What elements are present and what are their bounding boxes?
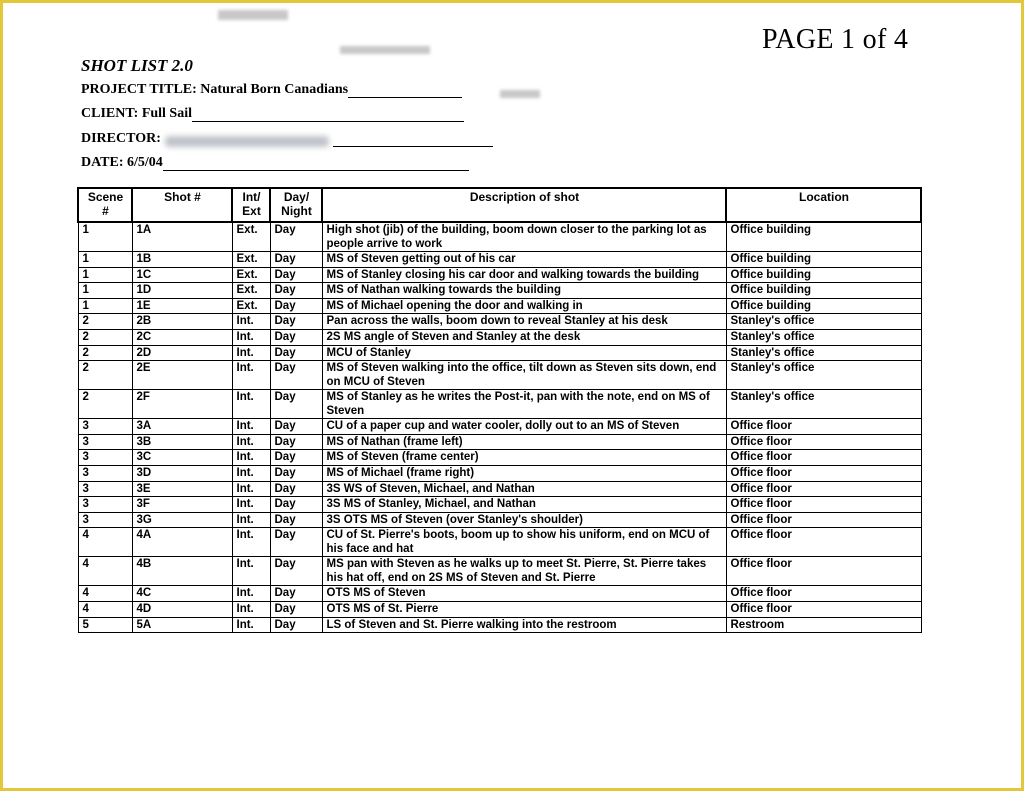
cell-description: High shot (jib) of the building, boom down closer to the parking lot as people arrive to work xyxy=(322,222,726,252)
cell-day-night: Day xyxy=(270,390,322,419)
cell-int-ext: Int. xyxy=(232,361,270,390)
cell-day-night: Day xyxy=(270,283,322,299)
cell-int-ext: Int. xyxy=(232,528,270,557)
cell-location: Office floor xyxy=(726,528,921,557)
cell-location: Office building xyxy=(726,252,921,268)
document-title: SHOT LIST 2.0 xyxy=(81,56,193,75)
header-scene: Scene # xyxy=(78,188,132,222)
cell-location: Office floor xyxy=(726,557,921,586)
cell-location: Office floor xyxy=(726,497,921,513)
cell-scene: 3 xyxy=(78,419,132,435)
cell-scene: 2 xyxy=(78,390,132,419)
cell-description: 3S WS of Steven, Michael, and Nathan xyxy=(322,481,726,497)
table-row xyxy=(78,222,921,252)
cell-shot: 1A xyxy=(132,222,232,252)
cell-description: MS pan with Steven as he walks up to meet St. Pierre, St. Pierre takes his hat off, end on 2S MS of Steven and St. Pierre xyxy=(322,557,726,586)
cell-int-ext: Int. xyxy=(232,419,270,435)
cell-description: LS of Steven and St. Pierre walking into the restroom xyxy=(322,617,726,633)
cell-day-night: Day xyxy=(270,329,322,345)
cell-scene: 2 xyxy=(78,345,132,361)
cell-int-ext: Int. xyxy=(232,345,270,361)
shot-list-table xyxy=(77,187,922,633)
cell-day-night: Day xyxy=(270,361,322,390)
table-row xyxy=(78,419,921,435)
cell-scene: 4 xyxy=(78,601,132,617)
page-number: PAGE 1 of 4 xyxy=(762,24,909,55)
table-row xyxy=(78,481,921,497)
header-description: Description of shot xyxy=(322,188,726,222)
cell-day-night: Day xyxy=(270,601,322,617)
cell-description: CU of St. Pierre's boots, boom up to show his uniform, end on MCU of his face and hat xyxy=(322,528,726,557)
table-row xyxy=(78,345,921,361)
cell-description: OTS MS of Steven xyxy=(322,586,726,602)
client-value: Full Sail xyxy=(141,106,192,121)
cell-day-night: Day xyxy=(270,557,322,586)
cell-scene: 4 xyxy=(78,528,132,557)
table-row xyxy=(78,450,921,466)
cell-shot: 3G xyxy=(132,512,232,528)
table-row xyxy=(78,329,921,345)
table-row xyxy=(78,497,921,513)
cell-location: Office building xyxy=(726,222,921,252)
cell-day-night: Day xyxy=(270,528,322,557)
client-label: CLIENT: xyxy=(81,106,139,121)
cell-day-night: Day xyxy=(270,252,322,268)
table-body xyxy=(78,222,921,633)
cell-location: Office floor xyxy=(726,434,921,450)
underline xyxy=(192,107,464,122)
cell-shot: 5A xyxy=(132,617,232,633)
cell-shot: 1E xyxy=(132,298,232,314)
cell-int-ext: Ext. xyxy=(232,298,270,314)
table-row xyxy=(78,252,921,268)
cell-int-ext: Int. xyxy=(232,434,270,450)
cell-day-night: Day xyxy=(270,434,322,450)
table-row xyxy=(78,283,921,299)
date-value: 6/5/04 xyxy=(127,155,163,170)
cell-location: Restroom xyxy=(726,617,921,633)
cell-int-ext: Int. xyxy=(232,390,270,419)
cell-description: MCU of Stanley xyxy=(322,345,726,361)
cell-location: Office floor xyxy=(726,450,921,466)
cell-day-night: Day xyxy=(270,617,322,633)
cell-location: Office building xyxy=(726,267,921,283)
cell-shot: 1C xyxy=(132,267,232,283)
cell-location: Office floor xyxy=(726,512,921,528)
cell-scene: 4 xyxy=(78,557,132,586)
cell-day-night: Day xyxy=(270,298,322,314)
table-row xyxy=(78,601,921,617)
cell-scene: 5 xyxy=(78,617,132,633)
cell-description: OTS MS of St. Pierre xyxy=(322,601,726,617)
table-row xyxy=(78,586,921,602)
cell-description: MS of Michael opening the door and walking in xyxy=(322,298,726,314)
cell-int-ext: Ext. xyxy=(232,222,270,252)
cell-description: MS of Steven getting out of his car xyxy=(322,252,726,268)
cell-shot: 3B xyxy=(132,434,232,450)
cell-day-night: Day xyxy=(270,586,322,602)
cell-location: Office building xyxy=(726,283,921,299)
cell-int-ext: Ext. xyxy=(232,283,270,299)
cell-int-ext: Int. xyxy=(232,314,270,330)
cell-scene: 1 xyxy=(78,298,132,314)
cell-shot: 2F xyxy=(132,390,232,419)
cell-scene: 3 xyxy=(78,465,132,481)
cell-int-ext: Int. xyxy=(232,497,270,513)
client-line xyxy=(81,106,464,122)
cell-location: Office floor xyxy=(726,586,921,602)
cell-scene: 2 xyxy=(78,361,132,390)
header-int-ext: Int/ Ext xyxy=(232,188,270,222)
cell-shot: 2B xyxy=(132,314,232,330)
project-title-line xyxy=(81,82,462,98)
scan-artifact xyxy=(340,46,430,54)
cell-description: MS of Michael (frame right) xyxy=(322,465,726,481)
table-row xyxy=(78,298,921,314)
table-row xyxy=(78,390,921,419)
cell-int-ext: Int. xyxy=(232,586,270,602)
cell-location: Stanley's office xyxy=(726,314,921,330)
project-title-label: PROJECT TITLE: xyxy=(81,82,197,97)
table-row xyxy=(78,465,921,481)
cell-int-ext: Int. xyxy=(232,329,270,345)
table-row xyxy=(78,557,921,586)
cell-scene: 3 xyxy=(78,481,132,497)
scan-artifact xyxy=(218,10,288,20)
cell-day-night: Day xyxy=(270,419,322,435)
cell-shot: 3D xyxy=(132,465,232,481)
cell-description: MS of Steven walking into the office, tilt down as Steven sits down, end on MCU of Steven xyxy=(322,361,726,390)
cell-scene: 3 xyxy=(78,497,132,513)
cell-int-ext: Int. xyxy=(232,601,270,617)
table-row xyxy=(78,512,921,528)
date-line xyxy=(81,155,469,171)
cell-description: MS of Steven (frame center) xyxy=(322,450,726,466)
header-day-night: Day/ Night xyxy=(270,188,322,222)
cell-day-night: Day xyxy=(270,497,322,513)
cell-description: MS of Nathan walking towards the building xyxy=(322,283,726,299)
cell-location: Stanley's office xyxy=(726,329,921,345)
cell-location: Stanley's office xyxy=(726,345,921,361)
cell-scene: 2 xyxy=(78,329,132,345)
cell-location: Office floor xyxy=(726,481,921,497)
cell-location: Office floor xyxy=(726,465,921,481)
cell-day-night: Day xyxy=(270,314,322,330)
cell-shot: 3E xyxy=(132,481,232,497)
scan-artifact xyxy=(500,90,540,98)
cell-description: CU of a paper cup and water cooler, dolly out to an MS of Steven xyxy=(322,419,726,435)
cell-location: Stanley's office xyxy=(726,390,921,419)
date-label: DATE: xyxy=(81,155,124,170)
cell-scene: 1 xyxy=(78,267,132,283)
cell-shot: 1B xyxy=(132,252,232,268)
cell-shot: 4A xyxy=(132,528,232,557)
cell-day-night: Day xyxy=(270,267,322,283)
table-row xyxy=(78,314,921,330)
cell-location: Stanley's office xyxy=(726,361,921,390)
cell-description: MS of Stanley as he writes the Post-it, pan with the note, end on MS of Steven xyxy=(322,390,726,419)
cell-int-ext: Int. xyxy=(232,557,270,586)
cell-scene: 1 xyxy=(78,222,132,252)
underline xyxy=(348,83,462,98)
header-shot: Shot # xyxy=(132,188,232,222)
cell-day-night: Day xyxy=(270,450,322,466)
cell-scene: 4 xyxy=(78,586,132,602)
table-row xyxy=(78,528,921,557)
cell-shot: 2C xyxy=(132,329,232,345)
cell-day-night: Day xyxy=(270,222,322,252)
cell-location: Office building xyxy=(726,298,921,314)
cell-int-ext: Int. xyxy=(232,465,270,481)
cell-description: Pan across the walls, boom down to reveal Stanley at his desk xyxy=(322,314,726,330)
cell-shot: 3F xyxy=(132,497,232,513)
cell-shot: 1D xyxy=(132,283,232,299)
cell-shot: 2D xyxy=(132,345,232,361)
cell-day-night: Day xyxy=(270,512,322,528)
cell-scene: 1 xyxy=(78,283,132,299)
cell-description: MS of Nathan (frame left) xyxy=(322,434,726,450)
redacted-director-name xyxy=(165,136,329,147)
cell-day-night: Day xyxy=(270,481,322,497)
cell-location: Office floor xyxy=(726,419,921,435)
cell-scene: 3 xyxy=(78,512,132,528)
cell-int-ext: Int. xyxy=(232,512,270,528)
cell-scene: 1 xyxy=(78,252,132,268)
cell-description: 3S OTS MS of Steven (over Stanley's shoulder) xyxy=(322,512,726,528)
cell-shot: 4C xyxy=(132,586,232,602)
cell-int-ext: Ext. xyxy=(232,252,270,268)
underline xyxy=(163,156,469,171)
cell-shot: 2E xyxy=(132,361,232,390)
cell-description: 3S MS of Stanley, Michael, and Nathan xyxy=(322,497,726,513)
header-location: Location xyxy=(726,188,921,222)
cell-scene: 2 xyxy=(78,314,132,330)
director-line xyxy=(81,131,493,147)
table-row xyxy=(78,267,921,283)
table-header-row xyxy=(78,188,921,222)
director-label: DIRECTOR: xyxy=(81,131,161,146)
cell-shot: 4D xyxy=(132,601,232,617)
table-row xyxy=(78,361,921,390)
cell-int-ext: Int. xyxy=(232,450,270,466)
cell-scene: 3 xyxy=(78,450,132,466)
cell-shot: 3A xyxy=(132,419,232,435)
cell-int-ext: Ext. xyxy=(232,267,270,283)
cell-shot: 3C xyxy=(132,450,232,466)
project-title-value: Natural Born Canadians xyxy=(200,82,349,97)
cell-int-ext: Int. xyxy=(232,481,270,497)
cell-scene: 3 xyxy=(78,434,132,450)
cell-day-night: Day xyxy=(270,465,322,481)
table-row xyxy=(78,617,921,633)
cell-shot: 4B xyxy=(132,557,232,586)
cell-day-night: Day xyxy=(270,345,322,361)
cell-description: 2S MS angle of Steven and Stanley at the desk xyxy=(322,329,726,345)
underline xyxy=(333,132,493,147)
cell-location: Office floor xyxy=(726,601,921,617)
cell-description: MS of Stanley closing his car door and walking towards the building xyxy=(322,267,726,283)
table-row xyxy=(78,434,921,450)
cell-int-ext: Int. xyxy=(232,617,270,633)
